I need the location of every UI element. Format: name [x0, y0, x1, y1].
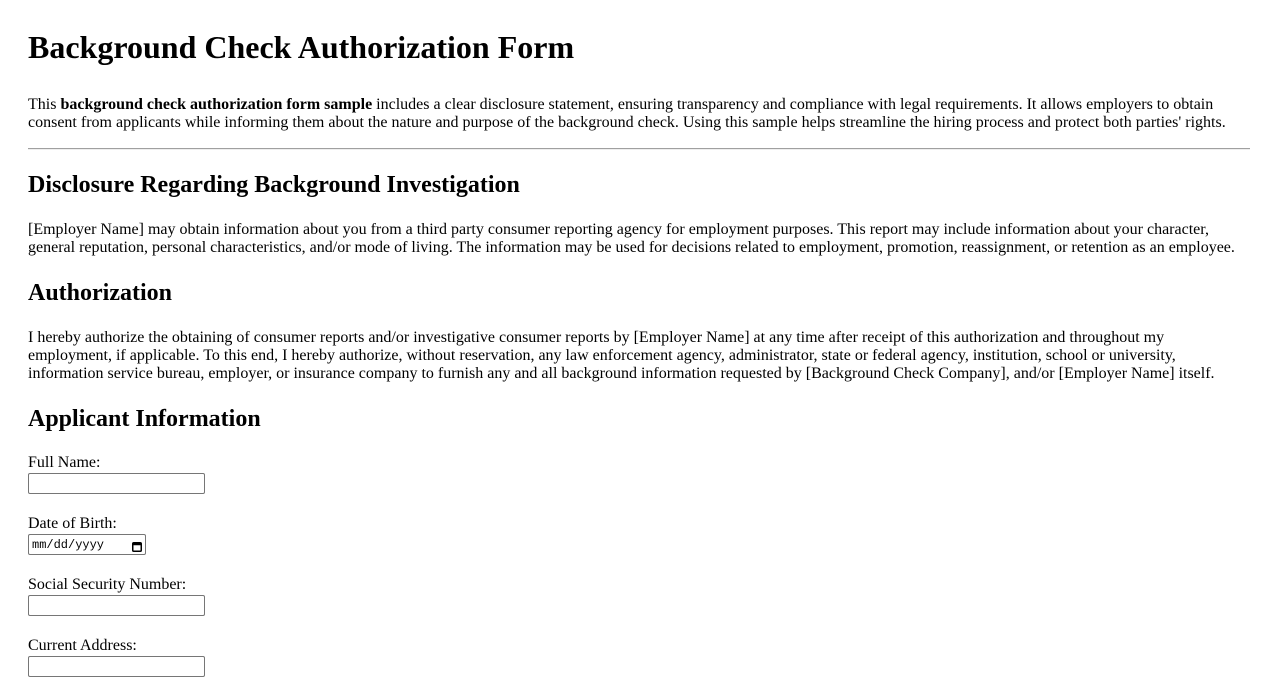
intro-prefix: This — [28, 96, 61, 113]
intro-paragraph — [28, 96, 1250, 132]
address-field-group — [28, 637, 1250, 677]
dob-placeholder: mm/dd/yyyy — [32, 537, 105, 552]
full-name-label: Full Name: — [28, 454, 101, 471]
address-input[interactable] — [28, 656, 205, 677]
disclosure-heading: Disclosure Regarding Background Investigation — [28, 172, 520, 198]
ssn-input[interactable] — [28, 595, 205, 616]
disclosure-text: [Employer Name] may obtain information about you from a third party consumer reporting agency for employment purposes. This report may include information about your character, general reputation, personal characteristics, and/or mode of living. The information may be used for decisions related to employment, promotion, reassignment, or retention as an employee. — [28, 221, 1235, 256]
calendar-icon[interactable] — [132, 540, 142, 550]
intro-bold-phrase: background check authorization form sample — [60, 96, 373, 113]
intro-suffix: includes a clear disclosure statement, ensuring transparency and compliance with legal requirements. It allows employers to obtain consent from applicants while informing them about the nature and purpose of the background check. Using this sample helps streamline the hiring process and protect both parties' rights. — [28, 96, 1226, 131]
divider — [28, 148, 1250, 150]
page-title: Background Check Authorization Form — [28, 29, 575, 65]
applicant-form — [28, 454, 1250, 677]
authorization-heading: Authorization — [28, 280, 172, 306]
authorization-text: I hereby authorize the obtaining of consumer reports and/or investigative consumer reports by [Employer Name] at any time after receipt of this authorization and throughout my employment, if applicable. To this end, I hereby authorize, without reservation, any law enforcement agency, administrator, state or federal agency, institution, school or university, information service bureau, employer, or insurance company to furnish any and all background information requested by [Background Check Company], and/or [Employer Name] itself. — [28, 329, 1215, 382]
dob-field-group — [28, 515, 1250, 555]
full-name-field-group — [28, 454, 1250, 494]
full-name-input[interactable] — [28, 473, 205, 494]
address-label: Current Address: — [28, 637, 137, 654]
ssn-field-group — [28, 576, 1250, 616]
dob-label: Date of Birth: — [28, 515, 117, 532]
applicant-heading: Applicant Information — [28, 406, 261, 432]
dob-date-input[interactable] — [28, 534, 146, 555]
ssn-label: Social Security Number: — [28, 576, 187, 593]
